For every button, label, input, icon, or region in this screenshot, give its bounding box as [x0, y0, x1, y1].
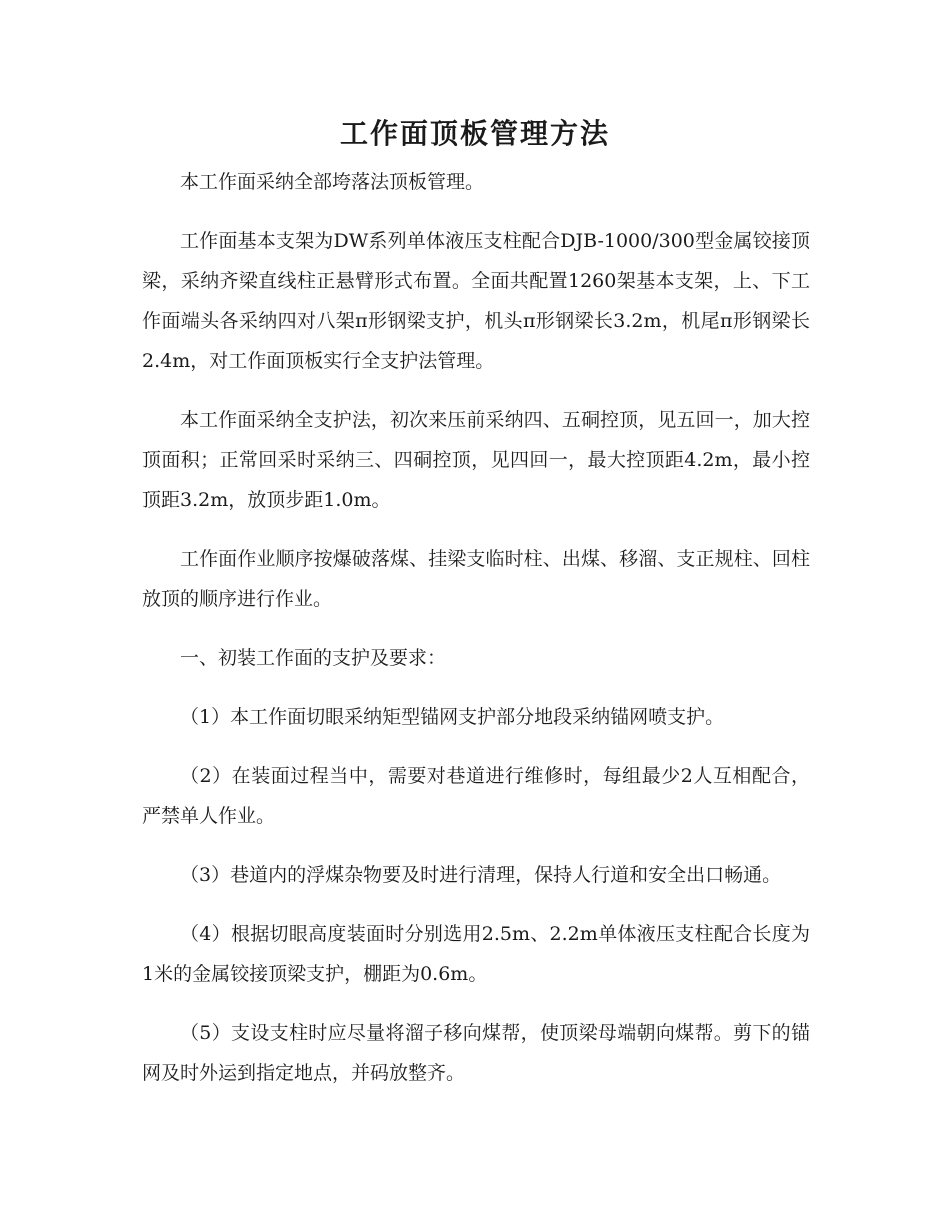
- list-item-4: （4）根据切眼高度装面时分别选用2.5m、2.2m单体液压支柱配合长度为1米的金属铰接顶梁支护，棚距为0.6m。: [142, 923, 810, 985]
- paragraph-basic-support: 工作面基本支架为DW系列单体液压支柱配合DJB-1000/300型金属铰接顶梁，采纳齐梁直线柱正悬臂形式布置。全面共配置1260架基本支架，上、下工作面端头各采纳四对八架π形钢梁支护，机头π形钢梁长3.2m，机尾π形钢梁长2.4m，对工作面顶板实行全支护法管理。: [142, 230, 810, 372]
- paragraph-work-sequence: 工作面作业顺序按爆破落煤、挂梁支临时柱、出煤、移溜、支正规柱、回柱放顶的顺序进行作业。: [142, 548, 810, 610]
- document-title: 工作面顶板管理方法: [339, 117, 610, 150]
- document-body: [142, 162, 810, 1112]
- list-item-1: （1）本工作面切眼采纳矩型锚网支护部分地段采纳锚网喷支护。: [180, 706, 725, 728]
- paragraph-caving-method: 本工作面采纳全部垮落法顶板管理。: [180, 171, 485, 193]
- list-item-2: （2）在装面过程当中，需要对巷道进行维修时，每组最少2人互相配合，严禁单人作业。: [142, 765, 810, 827]
- paragraph-full-support: 本工作面采纳全支护法，初次来压前采纳四、五硐控顶，见五回一，加大控顶面积；正常回采时采纳三、四硐控顶，见四回一，最大控顶距4.2m，最小控顶距3.2m，放顶步距1.0m。: [142, 409, 810, 511]
- list-item-3: （3）巷道内的浮煤杂物要及时进行清理，保持人行道和安全出口畅通。: [180, 864, 782, 886]
- list-item-5: （5）支设支柱时应尽量将溜子移向煤帮，使顶梁母端朝向煤帮。剪下的锚网及时外运到指定地点，并码放整齐。: [142, 1022, 810, 1084]
- section-heading-initial-support: 一、初装工作面的支护及要求：: [180, 647, 447, 669]
